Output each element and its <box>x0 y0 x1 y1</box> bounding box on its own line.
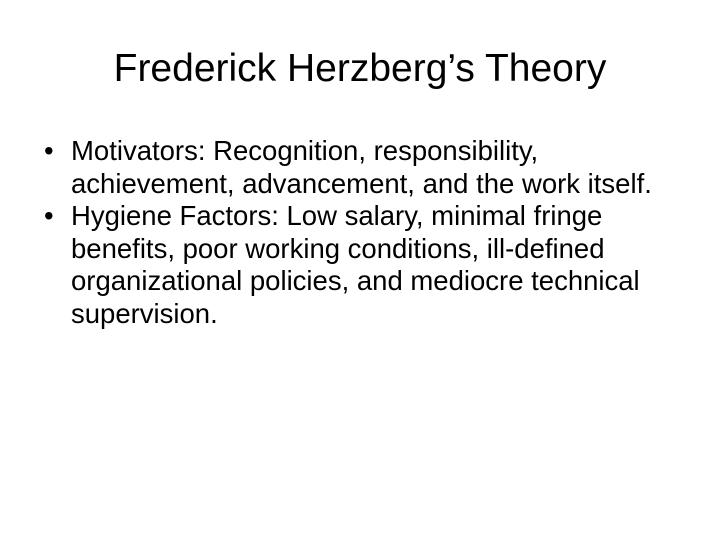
bullet-item-hygiene-factors <box>44 200 684 330</box>
bullet-text: Motivators: Recognition, responsibility, achievement, advancement, and the work itself. <box>71 135 652 199</box>
bullet-list <box>44 135 684 330</box>
bullet-text: Hygiene Factors: Low salary, minimal fringe benefits, poor working conditions, ill-defined organizational policies, and mediocre technical supervision. <box>71 200 640 329</box>
bullet-icon: • <box>44 200 54 231</box>
slide-title: Frederick Herzberg’s Theory <box>113 47 607 90</box>
bullet-item-motivators <box>44 135 684 200</box>
bullet-icon: • <box>44 135 54 166</box>
